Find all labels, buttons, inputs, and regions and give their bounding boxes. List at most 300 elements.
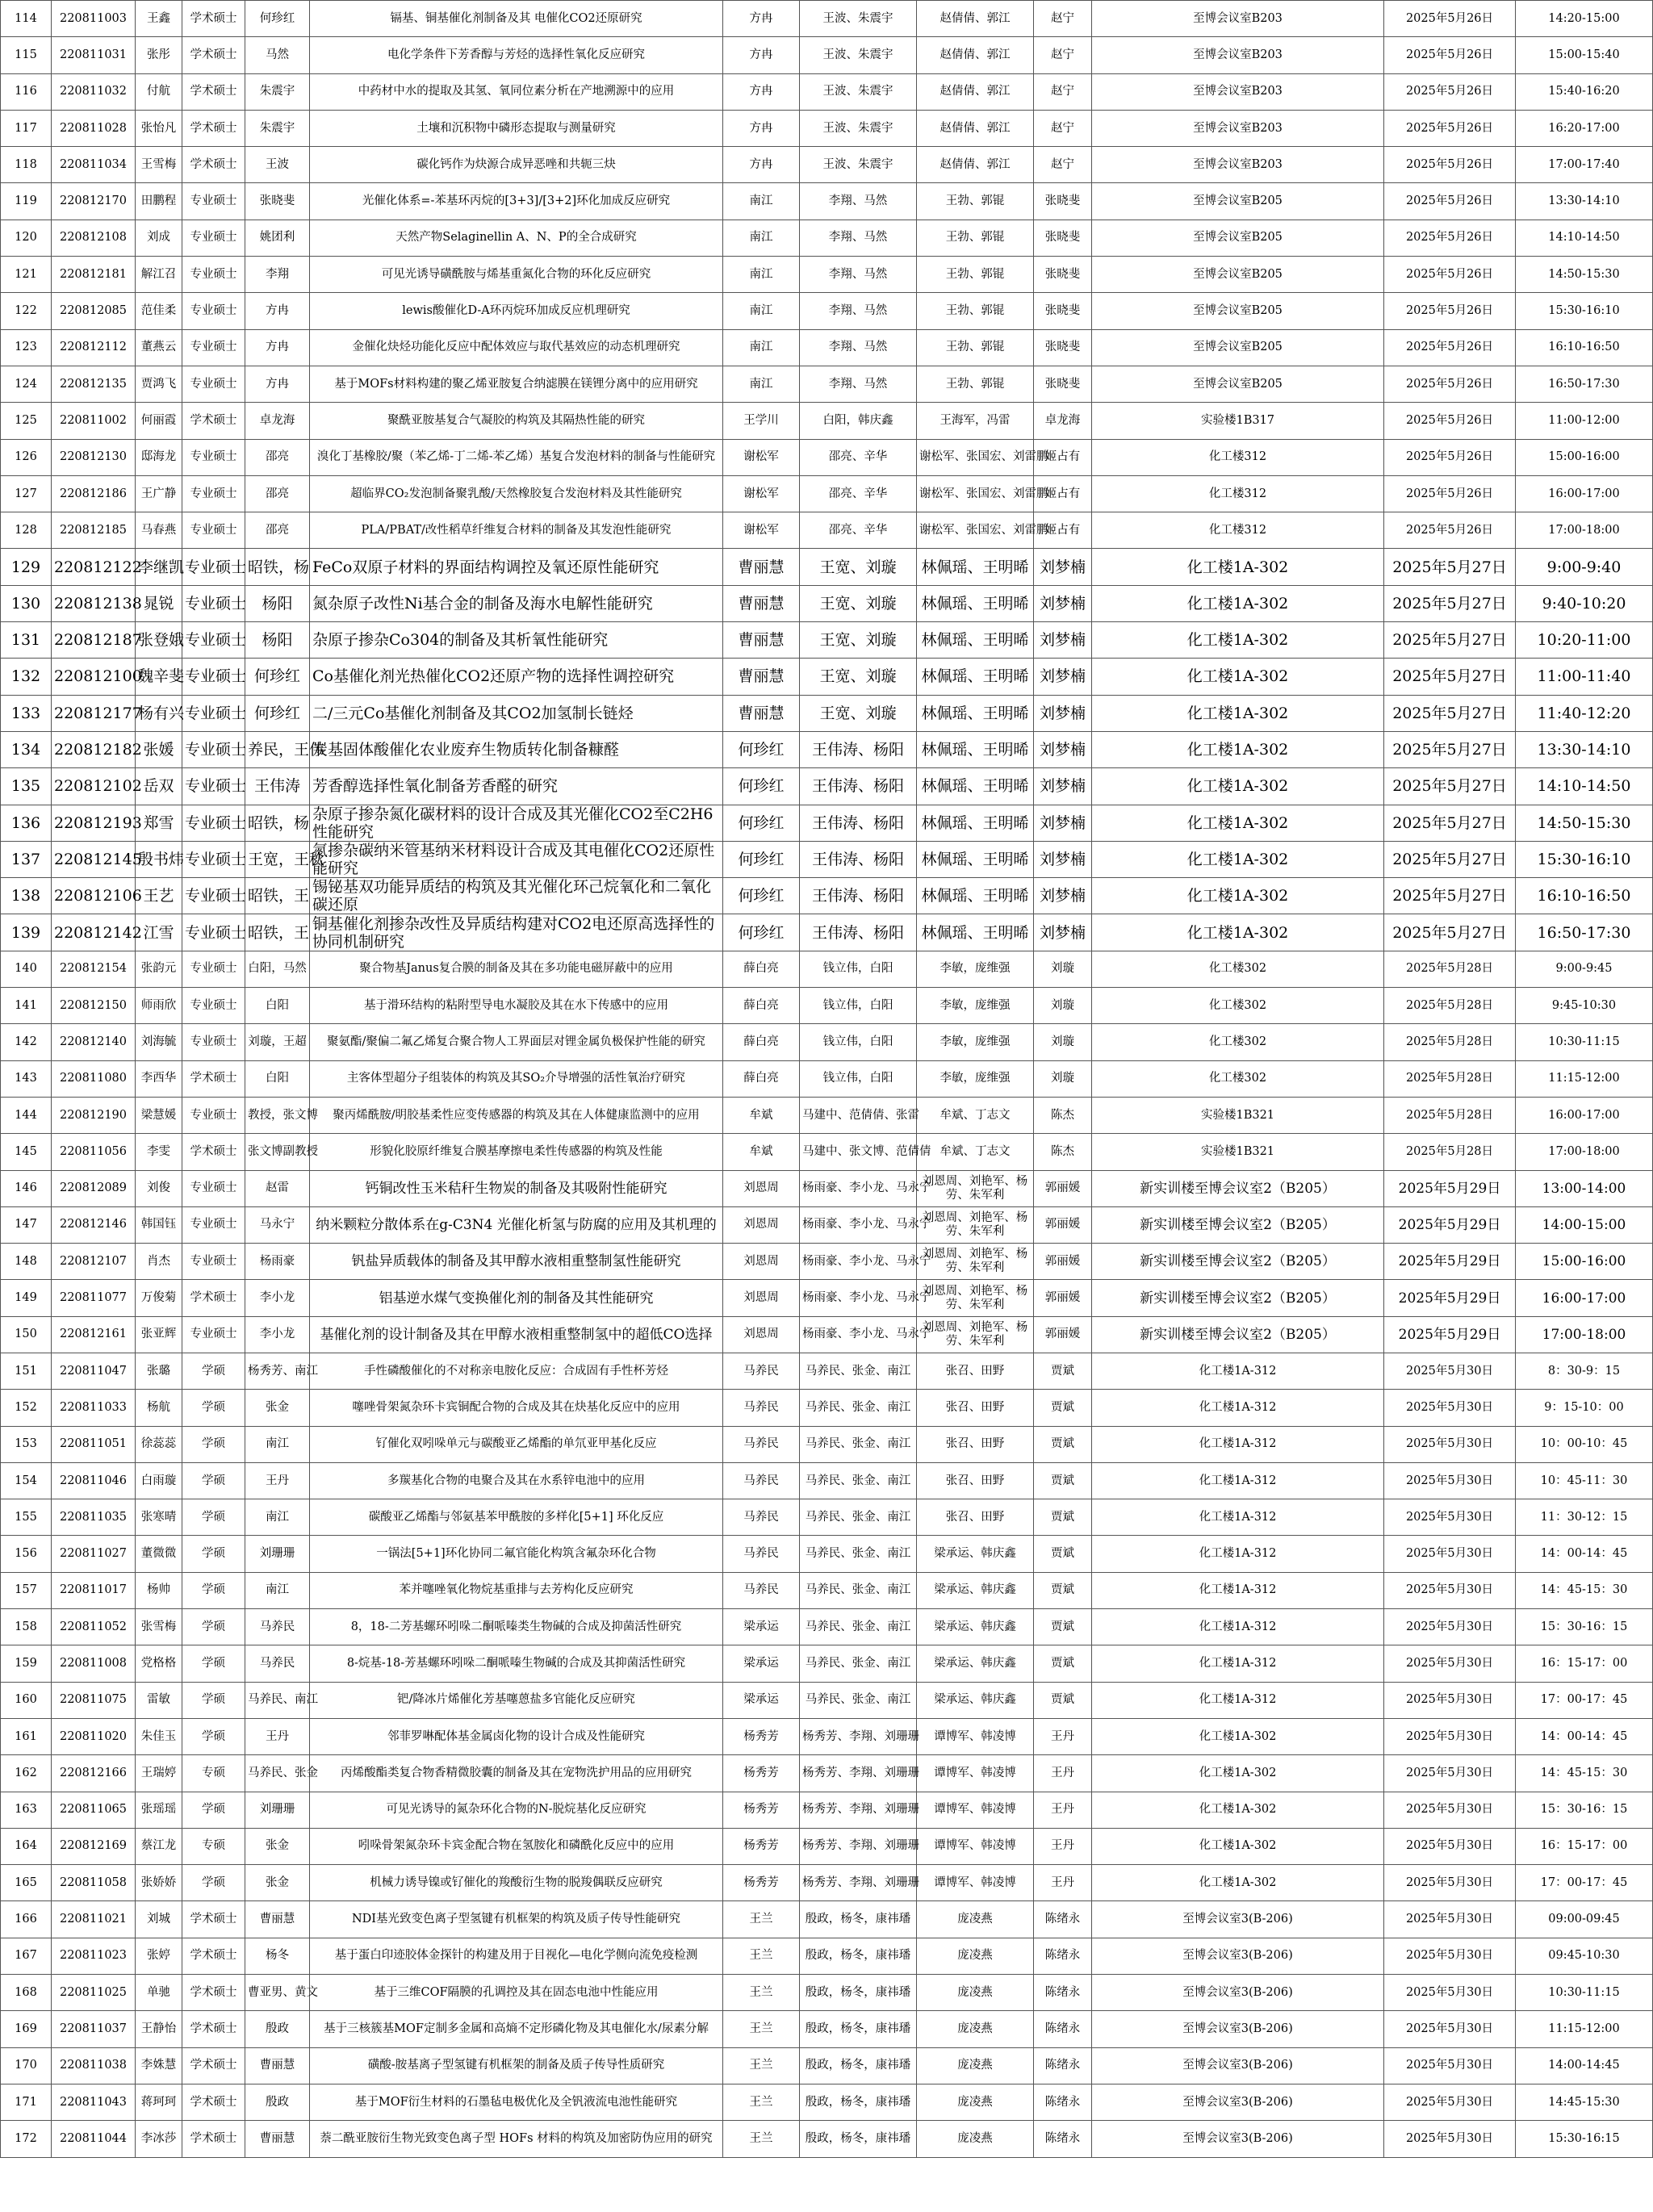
cell-time-slot: 13:30-14:10: [1516, 183, 1653, 220]
table-row: [1, 147, 1653, 183]
cell-time-slot: 14:50-15:30: [1516, 257, 1653, 293]
cell-thesis-title: 杂原子掺杂氮化碳材料的设计合成及其光催化CO2至C2H6性能研究: [310, 805, 723, 841]
cell-degree-type: 学术硕士: [182, 1280, 245, 1316]
cell-thesis-title: 氮杂原子改性Ni基合金的制备及海水电解性能研究: [310, 585, 723, 621]
cell-committee-chair: 南江: [723, 257, 800, 293]
cell-student-id: 220811056: [52, 1134, 136, 1170]
cell-committee-members: 杨秀芳、李翔、刘珊珊: [800, 1755, 917, 1792]
cell-venue: 化工楼312: [1092, 512, 1384, 549]
cell-date: 2025年5月30日: [1384, 2084, 1516, 2120]
cell-row-number: 122: [1, 293, 52, 329]
cell-degree-type: 专业硕士: [182, 220, 245, 256]
cell-committee-members: 王波、朱震宇: [800, 110, 917, 146]
cell-degree-type: 专业硕士: [182, 914, 245, 951]
cell-student-name: 朱佳玉: [136, 1718, 182, 1754]
cell-student-name: 白雨璇: [136, 1462, 182, 1499]
cell-venue: 化工楼1A-302: [1092, 878, 1384, 914]
table-row: [1, 1170, 1653, 1206]
cell-secretary-panel: 林佩瑶、王明晞: [917, 659, 1034, 695]
cell-degree-type: 学硕: [182, 1426, 245, 1462]
cell-secretary: 王丹: [1034, 1755, 1092, 1792]
cell-advisor: 曹丽慧: [245, 2121, 310, 2157]
cell-advisor: 马养民、南江: [245, 1682, 310, 1718]
cell-committee-members: 钱立伟，白阳: [800, 1024, 917, 1060]
cell-committee-members: 王宽、刘璇: [800, 549, 917, 585]
cell-venue: 至博会议室B203: [1092, 147, 1384, 183]
table-row: [1, 403, 1653, 439]
cell-thesis-title: 基于蛋白印迹胶体金探针的构建及用于目视化—电化学侧向流免疫检测: [310, 1938, 723, 1974]
cell-student-id: 220812166: [52, 1755, 136, 1792]
cell-row-number: 124: [1, 366, 52, 402]
cell-time-slot: 11:00-11:40: [1516, 659, 1653, 695]
cell-secretary-panel: 李敏，庞维强: [917, 951, 1034, 987]
cell-secretary: 张晓斐: [1034, 183, 1092, 220]
cell-time-slot: 9:00-9:40: [1516, 549, 1653, 585]
cell-date: 2025年5月30日: [1384, 1682, 1516, 1718]
cell-date: 2025年5月27日: [1384, 768, 1516, 805]
cell-venue: 化工楼302: [1092, 1024, 1384, 1060]
table-row: [1, 257, 1653, 293]
table-row: [1, 1828, 1653, 1864]
cell-committee-chair: 马养民: [723, 1499, 800, 1536]
table-row: [1, 512, 1653, 549]
cell-venue: 实验楼1B321: [1092, 1097, 1384, 1133]
cell-degree-type: 专硕: [182, 1828, 245, 1864]
cell-row-number: 127: [1, 475, 52, 512]
cell-secretary-panel: 赵倩倩、郭江: [917, 147, 1034, 183]
cell-committee-members: 邵亮、辛华: [800, 439, 917, 475]
cell-student-id: 220811017: [52, 1572, 136, 1608]
cell-secretary-panel: 刘恩周、刘艳军、杨劳、朱军利: [917, 1244, 1034, 1280]
cell-venue: 至博会议室3(B-206): [1092, 1901, 1384, 1938]
cell-venue: 化工楼1A-302: [1092, 585, 1384, 621]
cell-advisor: 刘璇，王超: [245, 1024, 310, 1060]
cell-committee-members: 王波、朱震宇: [800, 37, 917, 73]
cell-row-number: 146: [1, 1170, 52, 1206]
cell-advisor: 南江: [245, 1572, 310, 1608]
cell-degree-type: 专业硕士: [182, 659, 245, 695]
table-row: [1, 37, 1653, 73]
cell-venue: 化工楼1A-312: [1092, 1390, 1384, 1426]
cell-committee-chair: 刘恩周: [723, 1316, 800, 1353]
cell-student-id: 220811075: [52, 1682, 136, 1718]
cell-date: 2025年5月26日: [1384, 439, 1516, 475]
cell-degree-type: 学硕: [182, 1718, 245, 1754]
cell-secretary-panel: 张召、田野: [917, 1462, 1034, 1499]
cell-secretary-panel: 谭博军、韩凌博: [917, 1828, 1034, 1864]
cell-row-number: 136: [1, 805, 52, 841]
cell-degree-type: 学术硕士: [182, 1134, 245, 1170]
cell-venue: 化工楼1A-312: [1092, 1426, 1384, 1462]
cell-student-id: 220812187: [52, 622, 136, 659]
cell-advisor: 方冉: [245, 366, 310, 402]
cell-student-name: 肖杰: [136, 1244, 182, 1280]
cell-committee-chair: 王学川: [723, 403, 800, 439]
cell-secretary-panel: 林佩瑶、王明晞: [917, 841, 1034, 877]
cell-secretary-panel: 谭博军、韩凌博: [917, 1865, 1034, 1901]
cell-row-number: 155: [1, 1499, 52, 1536]
cell-time-slot: 15：30-16：15: [1516, 1792, 1653, 1828]
cell-row-number: 137: [1, 841, 52, 877]
cell-student-id: 220811035: [52, 1499, 136, 1536]
cell-date: 2025年5月27日: [1384, 695, 1516, 731]
cell-student-name: 杨帅: [136, 1572, 182, 1608]
cell-secretary: 刘梦楠: [1034, 659, 1092, 695]
cell-student-id: 220811080: [52, 1060, 136, 1097]
cell-advisor: 曹亚男、黄文: [245, 1975, 310, 2011]
cell-student-id: 220812154: [52, 951, 136, 987]
cell-row-number: 158: [1, 1609, 52, 1645]
cell-row-number: 168: [1, 1975, 52, 2011]
cell-student-name: 李冰莎: [136, 2121, 182, 2157]
cell-student-id: 220812102: [52, 768, 136, 805]
cell-time-slot: 16:20-17:00: [1516, 110, 1653, 146]
cell-row-number: 141: [1, 988, 52, 1024]
cell-committee-chair: 马养民: [723, 1353, 800, 1389]
cell-committee-chair: 谢松军: [723, 512, 800, 549]
cell-thesis-title: 主客体型超分子组装体的构筑及其SO₂介导增强的活性氧治疗研究: [310, 1060, 723, 1097]
cell-venue: 化工楼1A-302: [1092, 1828, 1384, 1864]
cell-thesis-title: 8，18-二芳基螺环吲哚二酮哌嗪类生物碱的合成及抑菌活性研究: [310, 1609, 723, 1645]
cell-row-number: 142: [1, 1024, 52, 1060]
table-row: [1, 1718, 1653, 1754]
cell-committee-chair: 曹丽慧: [723, 549, 800, 585]
cell-committee-chair: 牟斌: [723, 1134, 800, 1170]
cell-student-name: 董燕云: [136, 329, 182, 366]
cell-secretary: 郭丽媛: [1034, 1280, 1092, 1316]
cell-venue: 化工楼1A-312: [1092, 1462, 1384, 1499]
cell-row-number: 159: [1, 1645, 52, 1682]
cell-secretary-panel: 庞凌燕: [917, 1901, 1034, 1938]
cell-committee-chair: 方冉: [723, 147, 800, 183]
cell-student-name: 晁锐: [136, 585, 182, 621]
cell-time-slot: 14：45-15：30: [1516, 1572, 1653, 1608]
cell-time-slot: 16:00-17:00: [1516, 475, 1653, 512]
cell-date: 2025年5月26日: [1384, 1, 1516, 37]
cell-degree-type: 专业硕士: [182, 988, 245, 1024]
cell-degree-type: 专业硕士: [182, 1097, 245, 1133]
cell-student-id: 220812140: [52, 1024, 136, 1060]
cell-date: 2025年5月29日: [1384, 1170, 1516, 1206]
cell-secretary-panel: 张召、田野: [917, 1390, 1034, 1426]
table-row: [1, 1682, 1653, 1718]
cell-thesis-title: 二/三元Co基催化剂制备及其CO2加氢制长链烃: [310, 695, 723, 731]
cell-secretary: 刘梦楠: [1034, 841, 1092, 877]
cell-secretary-panel: 赵倩倩、郭江: [917, 73, 1034, 110]
cell-time-slot: 17：00-17：45: [1516, 1865, 1653, 1901]
cell-advisor: 张文博副教授: [245, 1134, 310, 1170]
cell-time-slot: 16:10-16:50: [1516, 878, 1653, 914]
cell-secretary-panel: 林佩瑶、王明晞: [917, 768, 1034, 805]
cell-committee-chair: 刘恩周: [723, 1244, 800, 1280]
cell-venue: 化工楼302: [1092, 1060, 1384, 1097]
cell-date: 2025年5月30日: [1384, 1645, 1516, 1682]
cell-advisor: 马永宁: [245, 1206, 310, 1243]
cell-row-number: 170: [1, 2047, 52, 2084]
cell-degree-type: 学术硕士: [182, 2047, 245, 2084]
table-row: [1, 1353, 1653, 1389]
cell-degree-type: 专业硕士: [182, 366, 245, 402]
cell-time-slot: 10：45-11：30: [1516, 1462, 1653, 1499]
cell-date: 2025年5月28日: [1384, 1024, 1516, 1060]
cell-degree-type: 学术硕士: [182, 2121, 245, 2157]
cell-secretary-panel: 王勃、郭锟: [917, 257, 1034, 293]
cell-venue: 至博会议室B203: [1092, 73, 1384, 110]
cell-secretary-panel: 赵倩倩、郭江: [917, 1, 1034, 37]
cell-thesis-title: 钒盐异质载体的制备及其甲醇水液相重整制氢性能研究: [310, 1244, 723, 1280]
cell-date: 2025年5月30日: [1384, 1609, 1516, 1645]
cell-row-number: 148: [1, 1244, 52, 1280]
cell-advisor: 白阳: [245, 988, 310, 1024]
cell-thesis-title: 聚丙烯酰胺/明胶基柔性应变传感器的构筑及其在人体健康监测中的应用: [310, 1097, 723, 1133]
cell-advisor: 张金: [245, 1865, 310, 1901]
cell-secretary-panel: 庞凌燕: [917, 2084, 1034, 2120]
cell-committee-chair: 王兰: [723, 1975, 800, 2011]
cell-secretary-panel: 谢松军、张国宏、刘雷鹏: [917, 512, 1034, 549]
cell-date: 2025年5月29日: [1384, 1206, 1516, 1243]
cell-advisor: 养民，王伟: [245, 731, 310, 767]
cell-venue: 至博会议室3(B-206): [1092, 2084, 1384, 2120]
cell-secretary-panel: 刘恩周、刘艳军、杨劳、朱军利: [917, 1206, 1034, 1243]
cell-thesis-title: 可见光诱导的氮杂环化合物的N-脱烷基化反应研究: [310, 1792, 723, 1828]
cell-degree-type: 学硕: [182, 1499, 245, 1536]
cell-thesis-title: 8-烷基-18-芳基螺环吲哚二酮哌嗪生物碱的合成及其抑菌活性研究: [310, 1645, 723, 1682]
cell-date: 2025年5月26日: [1384, 403, 1516, 439]
cell-date: 2025年5月30日: [1384, 1353, 1516, 1389]
cell-thesis-title: NDI基光致变色离子型氢键有机框架的构筑及质子传导性能研究: [310, 1901, 723, 1938]
cell-date: 2025年5月26日: [1384, 512, 1516, 549]
cell-student-name: 师雨欣: [136, 988, 182, 1024]
cell-time-slot: 15:30-16:10: [1516, 841, 1653, 877]
cell-row-number: 123: [1, 329, 52, 366]
cell-student-id: 220812181: [52, 257, 136, 293]
cell-secretary: 贾斌: [1034, 1682, 1092, 1718]
cell-committee-members: 马养民、张金、南江: [800, 1426, 917, 1462]
cell-degree-type: 学硕: [182, 1572, 245, 1608]
cell-row-number: 129: [1, 549, 52, 585]
cell-degree-type: 专业硕士: [182, 549, 245, 585]
cell-student-name: 贾鸿飞: [136, 366, 182, 402]
cell-secretary-panel: 李敏，庞维强: [917, 988, 1034, 1024]
cell-time-slot: 09:45-10:30: [1516, 1938, 1653, 1974]
cell-student-name: 李继凯: [136, 549, 182, 585]
cell-committee-members: 王伟涛、杨阳: [800, 731, 917, 767]
cell-committee-members: 王宽、刘璇: [800, 695, 917, 731]
cell-committee-chair: 王兰: [723, 2121, 800, 2157]
cell-secretary: 郭丽媛: [1034, 1316, 1092, 1353]
cell-date: 2025年5月28日: [1384, 951, 1516, 987]
cell-committee-chair: 南江: [723, 366, 800, 402]
cell-degree-type: 学术硕士: [182, 1, 245, 37]
cell-secretary: 姬占有: [1034, 512, 1092, 549]
cell-thesis-title: 机械力诱导镍或钌催化的羧酸衍生物的脱羧偶联反应研究: [310, 1865, 723, 1901]
cell-student-name: 张亚辉: [136, 1316, 182, 1353]
cell-thesis-title: 镉基、铜基催化剂制备及其 电催化CO2还原研究: [310, 1, 723, 37]
table-row: [1, 1024, 1653, 1060]
cell-committee-members: 王波、朱震宇: [800, 147, 917, 183]
cell-student-id: 220812108: [52, 220, 136, 256]
cell-student-name: 范佳柔: [136, 293, 182, 329]
cell-thesis-title: 一锅法[5+1]环化协同二氟官能化构筑含氟杂环化合物: [310, 1536, 723, 1572]
table-row: [1, 1390, 1653, 1426]
cell-committee-chair: 杨秀芳: [723, 1828, 800, 1864]
cell-committee-chair: 王兰: [723, 2011, 800, 2047]
cell-secretary: 赵宁: [1034, 37, 1092, 73]
cell-secretary-panel: 林佩瑶、王明晞: [917, 805, 1034, 841]
cell-student-name: 张婷: [136, 1938, 182, 1974]
cell-row-number: 132: [1, 659, 52, 695]
cell-venue: 化工楼1A-302: [1092, 1755, 1384, 1792]
cell-student-id: 220811028: [52, 110, 136, 146]
cell-committee-members: 殷政，杨冬，康祎璠: [800, 1901, 917, 1938]
cell-row-number: 126: [1, 439, 52, 475]
cell-secretary-panel: 张召、田野: [917, 1426, 1034, 1462]
cell-thesis-title: 噻唑骨架氮杂环卡宾铜配合物的合成及其在炔基化反应中的应用: [310, 1390, 723, 1426]
cell-committee-chair: 王兰: [723, 1938, 800, 1974]
cell-time-slot: 15:00-15:40: [1516, 37, 1653, 73]
cell-secretary-panel: 梁承运、韩庆鑫: [917, 1645, 1034, 1682]
cell-thesis-title: 基于三维COF隔膜的孔调控及其在固态电池中性能应用: [310, 1975, 723, 2011]
cell-venue: 化工楼302: [1092, 988, 1384, 1024]
cell-row-number: 151: [1, 1353, 52, 1389]
cell-student-name: 徐蕊蕊: [136, 1426, 182, 1462]
cell-student-id: 220812085: [52, 293, 136, 329]
cell-row-number: 133: [1, 695, 52, 731]
cell-thesis-title: 铝基逆水煤气变换催化剂的制备及其性能研究: [310, 1280, 723, 1316]
cell-committee-chair: 马养民: [723, 1462, 800, 1499]
cell-secretary-panel: 张召、田野: [917, 1353, 1034, 1389]
cell-student-id: 220812145: [52, 841, 136, 877]
cell-committee-members: 李翔、马然: [800, 293, 917, 329]
cell-committee-members: 李翔、马然: [800, 257, 917, 293]
table-row: [1, 585, 1653, 621]
cell-thesis-title: 铜基催化剂掺杂改性及异质结构建对CO2电还原高选择性的协同机制研究: [310, 914, 723, 951]
cell-degree-type: 学术硕士: [182, 73, 245, 110]
cell-thesis-title: 锡铋基双功能异质结的构筑及其光催化环己烷氧化和二氧化碳还原: [310, 878, 723, 914]
cell-secretary: 刘璇: [1034, 951, 1092, 987]
cell-student-name: 雷敏: [136, 1682, 182, 1718]
cell-committee-chair: 马养民: [723, 1572, 800, 1608]
cell-row-number: 161: [1, 1718, 52, 1754]
cell-student-id: 220812100: [52, 659, 136, 695]
cell-committee-chair: 薛白亮: [723, 988, 800, 1024]
cell-thesis-title: 邻菲罗啉配体基金属卤化物的设计合成及性能研究: [310, 1718, 723, 1754]
cell-committee-members: 殷政，杨冬，康祎璠: [800, 2121, 917, 2157]
cell-secretary: 赵宁: [1034, 147, 1092, 183]
cell-date: 2025年5月26日: [1384, 110, 1516, 146]
cell-student-name: 单驰: [136, 1975, 182, 2011]
cell-venue: 至博会议室B203: [1092, 110, 1384, 146]
cell-student-id: 220812169: [52, 1828, 136, 1864]
cell-secretary-panel: 牟斌、丁志文: [917, 1134, 1034, 1170]
cell-time-slot: 14：00-14：45: [1516, 1718, 1653, 1754]
cell-secretary: 陈绪永: [1034, 2011, 1092, 2047]
cell-committee-members: 王伟涛、杨阳: [800, 768, 917, 805]
cell-secretary: 王丹: [1034, 1828, 1092, 1864]
cell-thesis-title: 聚酰亚胺基复合气凝胶的构筑及其隔热性能的研究: [310, 403, 723, 439]
cell-time-slot: 14:00-14:45: [1516, 2047, 1653, 2084]
cell-secretary-panel: 王海军，冯雷: [917, 403, 1034, 439]
cell-student-id: 220811021: [52, 1901, 136, 1938]
cell-advisor: 姚团利: [245, 220, 310, 256]
cell-degree-type: 专业硕士: [182, 585, 245, 621]
cell-secretary: 贾斌: [1034, 1609, 1092, 1645]
cell-advisor: 马养民、张金: [245, 1755, 310, 1792]
table-row: [1, 1938, 1653, 1974]
cell-degree-type: 专业硕士: [182, 878, 245, 914]
cell-advisor: 李小龙: [245, 1280, 310, 1316]
cell-secretary: 张晓斐: [1034, 257, 1092, 293]
table-row: [1, 475, 1653, 512]
cell-advisor: 殷政: [245, 2084, 310, 2120]
cell-committee-chair: 梁承运: [723, 1609, 800, 1645]
cell-advisor: 南江: [245, 1499, 310, 1536]
cell-student-name: 王鑫: [136, 1, 182, 37]
cell-advisor: 教授，张文博: [245, 1097, 310, 1133]
cell-thesis-title: 纳米颗粒分散体系在g-C3N4 光催化析氢与防腐的应用及其机理的: [310, 1206, 723, 1243]
cell-time-slot: 10：00-10：45: [1516, 1426, 1653, 1462]
cell-date: 2025年5月28日: [1384, 1097, 1516, 1133]
cell-date: 2025年5月28日: [1384, 988, 1516, 1024]
cell-secretary: 陈杰: [1034, 1134, 1092, 1170]
cell-advisor: 王丹: [245, 1718, 310, 1754]
cell-date: 2025年5月30日: [1384, 1426, 1516, 1462]
cell-secretary: 贾斌: [1034, 1462, 1092, 1499]
cell-venue: 至博会议室3(B-206): [1092, 1938, 1384, 1974]
cell-committee-members: 邵亮、辛华: [800, 512, 917, 549]
cell-committee-members: 白阳，韩庆鑫: [800, 403, 917, 439]
cell-row-number: 125: [1, 403, 52, 439]
cell-advisor: 邵亮: [245, 439, 310, 475]
cell-venue: 化工楼1A-302: [1092, 731, 1384, 767]
cell-secretary-panel: 赵倩倩、郭江: [917, 110, 1034, 146]
table-row: [1, 1499, 1653, 1536]
cell-committee-members: 邵亮、辛华: [800, 475, 917, 512]
cell-committee-members: 王宽、刘璇: [800, 622, 917, 659]
cell-advisor: 杨阳: [245, 622, 310, 659]
cell-thesis-title: 碳化钙作为炔源合成异恶唑和共轭三炔: [310, 147, 723, 183]
cell-date: 2025年5月29日: [1384, 1244, 1516, 1280]
cell-venue: 化工楼1A-302: [1092, 914, 1384, 951]
cell-secretary: 陈绪永: [1034, 2084, 1092, 2120]
cell-committee-chair: 何珍红: [723, 841, 800, 877]
cell-row-number: 165: [1, 1865, 52, 1901]
cell-venue: 化工楼1A-302: [1092, 1718, 1384, 1754]
cell-row-number: 118: [1, 147, 52, 183]
cell-advisor: 马养民: [245, 1609, 310, 1645]
table-row: [1, 768, 1653, 805]
cell-student-name: 董微微: [136, 1536, 182, 1572]
cell-committee-chair: 王兰: [723, 2047, 800, 2084]
cell-secretary: 刘璇: [1034, 988, 1092, 1024]
cell-advisor: 张金: [245, 1828, 310, 1864]
cell-time-slot: 11:15-12:00: [1516, 1060, 1653, 1097]
cell-secretary-panel: 刘恩周、刘艳军、杨劳、朱军利: [917, 1280, 1034, 1316]
cell-secretary: 张晓斐: [1034, 293, 1092, 329]
cell-secretary: 赵宁: [1034, 1, 1092, 37]
cell-secretary-panel: 刘恩周、刘艳军、杨劳、朱军利: [917, 1316, 1034, 1353]
cell-committee-chair: 曹丽慧: [723, 659, 800, 695]
cell-committee-chair: 杨秀芳: [723, 1718, 800, 1754]
cell-committee-chair: 谢松军: [723, 475, 800, 512]
cell-time-slot: 14：45-15：30: [1516, 1755, 1653, 1792]
cell-degree-type: 学术硕士: [182, 1975, 245, 2011]
cell-student-id: 220812150: [52, 988, 136, 1024]
table-row: [1, 1755, 1653, 1792]
cell-advisor: 白阳，马然: [245, 951, 310, 987]
table-row: [1, 951, 1653, 987]
cell-date: 2025年5月27日: [1384, 805, 1516, 841]
